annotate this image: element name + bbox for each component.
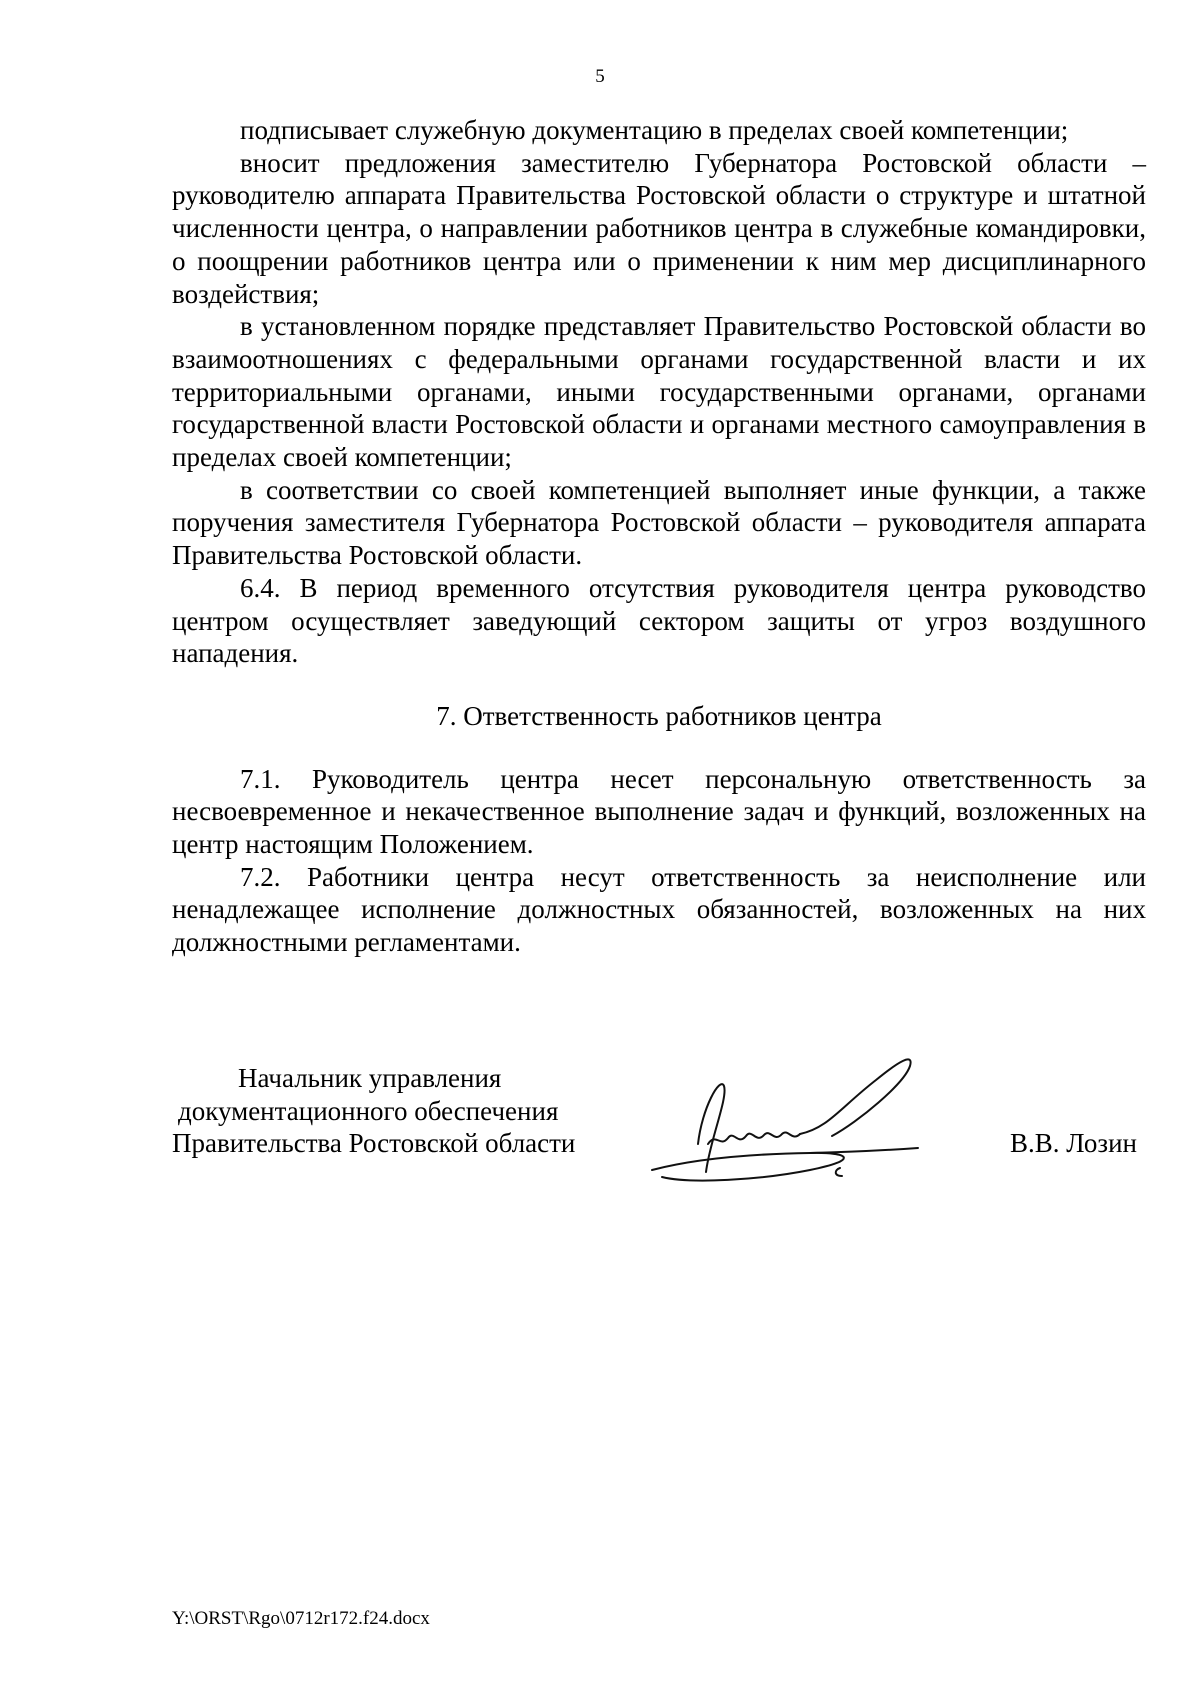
page-number: 5 — [595, 66, 605, 87]
signatory-title-line-1: Начальник управления — [238, 1063, 502, 1093]
paragraph-7-2: 7.2. Работники центра несут ответственность за неисполнение или ненадлежащее исполнение должностных обязанностей, возложенных на них должностными регламентами. — [172, 861, 1146, 958]
paragraph-other-functions: в соответствии со своей компетенцией выполняет иные функции, а также поручения заместителя Губернатора Ростовской области – руководителя аппарата Правительства Ростовской области. — [172, 474, 1146, 571]
document-body — [172, 114, 1146, 959]
paragraph-6-4: 6.4. В период временного отсутствия руководителя центра руководство центром осуществляет заведующий сектором защиты от угроз воздушного нападения. — [172, 572, 1146, 669]
signatory-title-line-2: документационного обеспечения — [178, 1095, 559, 1126]
paragraph-represent-government: в установленном порядке представляет Правительство Ростовской области во взаимоотношениях с федеральными органами государственной власти и их территориальными органами, иными государственными органами, органами государственной власти Ростовской области и органами местного самоуправления в пределах своей компетенции; — [172, 311, 1146, 473]
handwritten-signature — [650, 1048, 980, 1198]
signatory-title-line-3: Правительства Ростовской области — [172, 1128, 576, 1159]
footer-file-path: Y:\ORST\Rgo\0712r172.f24.docx — [172, 1608, 430, 1629]
paragraph-sign-documentation: подписывает служебную документацию в пределах своей компетенции; — [240, 115, 1069, 145]
paragraph-7-1: 7.1. Руководитель центра несет персональную ответственность за несвоевременное и некачественное выполнение задач и функций, возложенных на центр настоящим Положением. — [172, 763, 1146, 860]
section-7-heading: 7. Ответственность работников центра — [436, 700, 882, 731]
signatory-name: В.В. Лозин — [1010, 1128, 1137, 1158]
signatory-title — [172, 1062, 575, 1160]
paragraph-submit-proposals: вносит предложения заместителю Губернатора Ростовской области – руководителю аппарата Правительства Ростовской области о структуре и штатной численности центра, о направлении работников центра в служебные командировки, о поощрении работников центра или о применении к ним мер дисциплинарного воздействия; — [172, 147, 1146, 309]
